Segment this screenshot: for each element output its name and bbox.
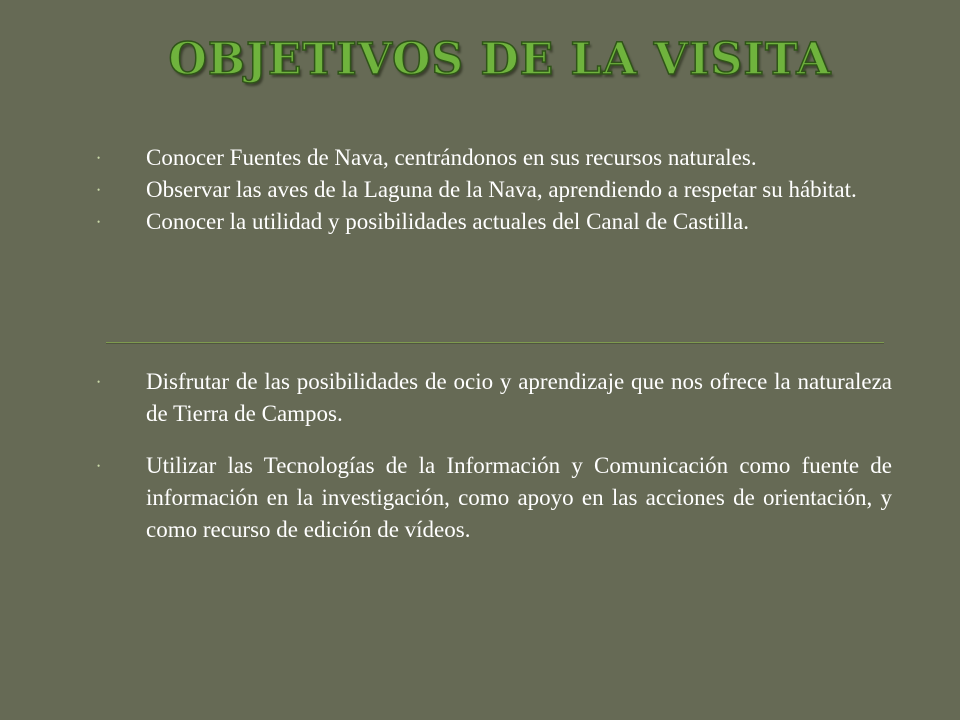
slide-title: OBJETIVOS DE LA VISITA [168,34,832,85]
lower-bullet-list [90,366,892,546]
upper-bullet-list [90,142,892,238]
bullet-dot-icon: • [97,217,101,227]
bullet-text: Observar las aves de la Laguna de la Nava, aprendiendo a respetar su hábitat. [146,177,857,202]
list-item [90,174,892,206]
bullet-text: Disfrutar de las posibilidades de ocio y aprendizaje que nos ofrece la naturaleza de Tierra de Campos. [146,369,892,426]
lower-bullet-list-container [90,366,892,566]
bullet-dot-icon: • [97,377,101,387]
section-divider [106,342,884,343]
list-item [90,450,892,546]
list-item [90,366,892,430]
bullet-text: Conocer la utilidad y posibilidades actuales del Canal de Castilla. [146,209,749,234]
bullet-dot-icon: • [97,461,101,471]
bullet-text: Conocer Fuentes de Nava, centrándonos en sus recursos naturales. [146,145,757,170]
bullet-dot-icon: • [97,153,101,163]
bullet-dot-icon: • [97,185,101,195]
list-item [90,142,892,174]
bullet-text: Utilizar las Tecnologías de la Información y Comunicación como fuente de información en la investigación, como apoyo en las acciones de orientación, y como recurso de edición de vídeos. [146,453,892,542]
upper-bullet-list-container [90,142,892,238]
list-item [90,206,892,238]
